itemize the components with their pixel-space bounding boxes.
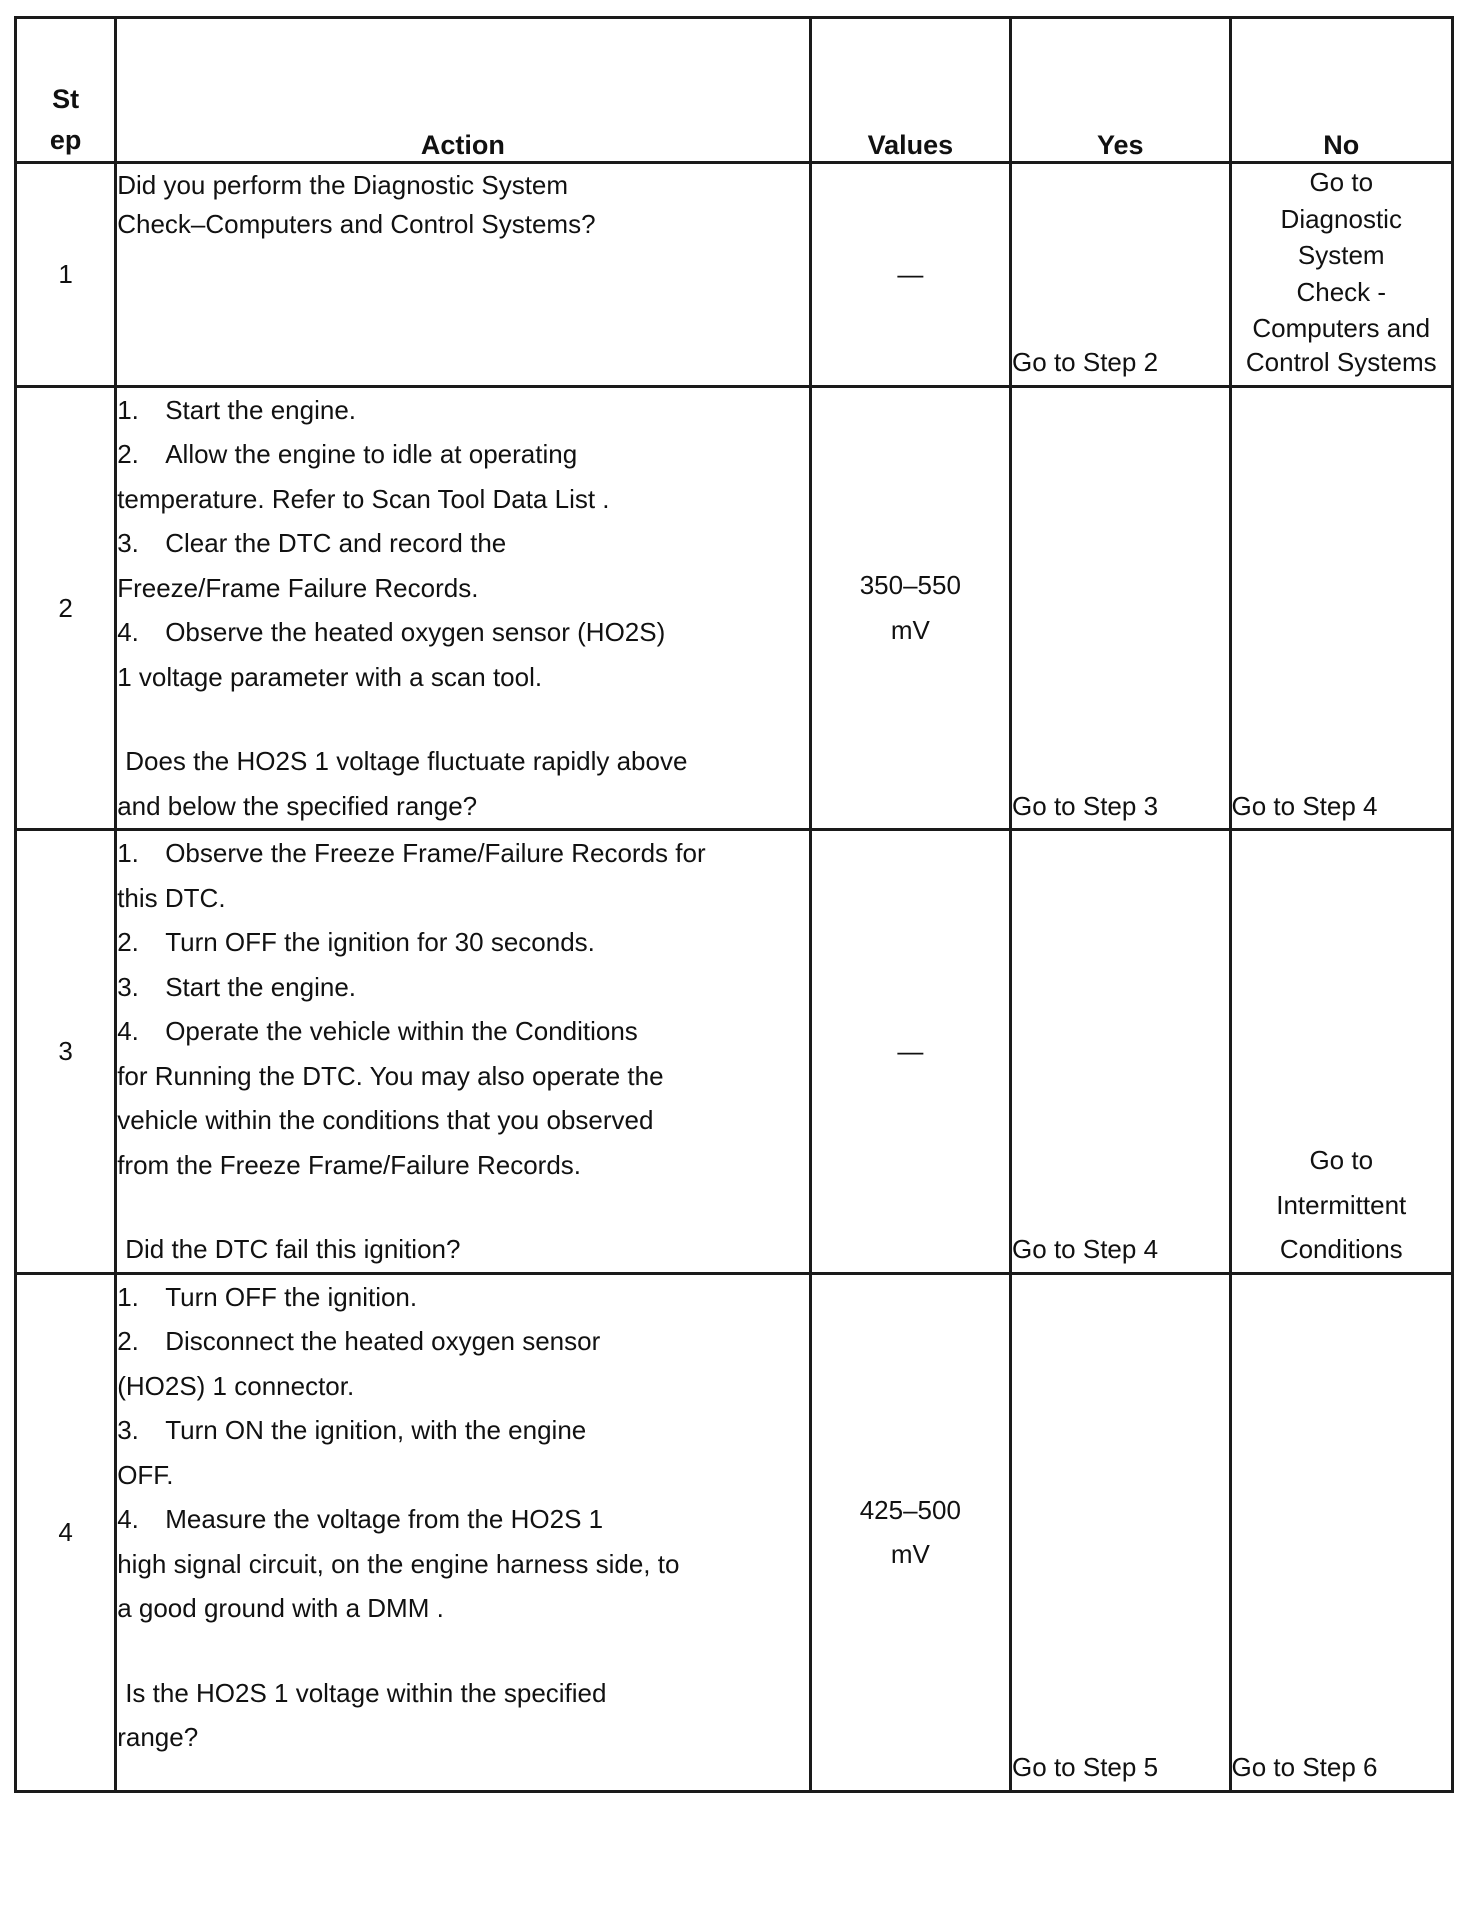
action-line: [117, 521, 808, 566]
no-line: Go to: [1309, 1145, 1374, 1175]
action-line: [117, 831, 808, 876]
value-text: —: [897, 1036, 924, 1066]
item-text: Start the engine.: [165, 971, 357, 1002]
item-number: 3.: [117, 528, 139, 558]
item-number: 1.: [117, 1281, 139, 1312]
item-number: 4.: [117, 617, 139, 647]
action-line: [117, 1319, 808, 1364]
no-line: Computers and: [1252, 313, 1431, 343]
action-line: from the Freeze Frame/Failure Records.: [117, 1149, 582, 1180]
table-row: [16, 1273, 1453, 1791]
table-row: [16, 830, 1453, 1274]
no-line: Diagnostic: [1280, 203, 1402, 234]
table-row: [16, 386, 1453, 830]
question-line: Did the DTC fail this ignition?: [125, 1234, 461, 1264]
action-line: [117, 610, 808, 655]
step-number: 3: [16, 830, 116, 1274]
item-text: Operate the vehicle within the Conditions: [165, 1016, 638, 1046]
item-number: 4.: [117, 1504, 139, 1534]
header-step: [16, 18, 116, 163]
header-row: [16, 18, 1453, 163]
item-text: Turn OFF the ignition.: [165, 1281, 418, 1312]
question-line: range?: [117, 1722, 199, 1752]
no-line: Go to Step 4: [1231, 790, 1378, 821]
action-line: [117, 1408, 808, 1453]
no-cell: [1230, 830, 1453, 1274]
action-cell: [116, 386, 810, 830]
item-text: Turn ON the ignition, with the engine: [165, 1415, 587, 1445]
action-line: for Running the DTC. You may also operate the: [117, 1060, 664, 1091]
action-line: vehicle within the conditions that you observed: [117, 1105, 654, 1135]
action-line: a good ground with a DMM .: [117, 1593, 444, 1623]
action-line: Did you perform the Diagnostic System: [117, 170, 569, 200]
item-number: 4.: [117, 1016, 139, 1046]
no-line: Go to: [1309, 167, 1374, 197]
header-action: Action: [116, 18, 810, 163]
values-cell: [810, 830, 1010, 1274]
item-text: Observe the Freeze Frame/Failure Records for: [165, 838, 706, 868]
action-line: (HO2S) 1 connector.: [117, 1370, 355, 1401]
value-text: 425–500: [859, 1494, 961, 1525]
action-line: [117, 388, 808, 433]
action-line: [117, 1275, 808, 1320]
no-line: Intermittent: [1276, 1189, 1407, 1220]
action-cell: [116, 1273, 810, 1791]
item-number: 3.: [117, 971, 139, 1002]
no-line: Control Systems: [1245, 346, 1437, 377]
header-step-line-1: St: [52, 84, 80, 114]
value-unit: mV: [890, 1539, 930, 1569]
header-step-line-2: ep: [49, 125, 82, 155]
action-line: temperature. Refer to Scan Tool Data List .: [117, 483, 610, 514]
action-line: [117, 920, 808, 965]
action-line: Freeze/Frame Failure Records.: [117, 572, 479, 603]
item-number: 1.: [117, 394, 139, 425]
action-cell: [116, 163, 810, 387]
action-cell: [116, 830, 810, 1274]
no-line: Conditions: [1279, 1234, 1403, 1264]
diagnostic-table: [14, 16, 1454, 1793]
action-line: [117, 965, 808, 1010]
yes-cell: Go to Step 3: [1011, 386, 1230, 830]
item-number: 2.: [117, 439, 139, 469]
item-text: Observe the heated oxygen sensor (HO2S): [165, 617, 666, 647]
question-line: Is the HO2S 1 voltage within the specified: [125, 1677, 607, 1708]
yes-cell: Go to Step 5: [1011, 1273, 1230, 1791]
action-line: high signal circuit, on the engine harness side, to: [117, 1548, 680, 1579]
no-line: Go to Step 6: [1231, 1752, 1378, 1782]
values-cell: [810, 386, 1010, 830]
action-line: [117, 432, 808, 477]
values-cell: [810, 163, 1010, 387]
value-text: 350–550: [859, 570, 961, 601]
item-text: Measure the voltage from the HO2S 1: [165, 1504, 604, 1534]
item-text: Allow the engine to idle at operating: [165, 439, 578, 469]
item-number: 1.: [117, 838, 139, 868]
item-text: Turn OFF the ignition for 30 seconds.: [165, 927, 595, 957]
values-cell: [810, 1273, 1010, 1791]
action-line: 1 voltage parameter with a scan tool.: [117, 661, 543, 692]
no-cell: [1230, 163, 1453, 387]
table-row: [16, 163, 1453, 387]
action-line: [117, 1497, 808, 1542]
action-line: Check–Computers and Control Systems?: [117, 209, 596, 239]
item-number: 2.: [117, 927, 139, 957]
header-yes: Yes: [1011, 18, 1230, 163]
value-unit: mV: [890, 614, 930, 645]
yes-cell: Go to Step 4: [1011, 830, 1230, 1274]
header-no: No: [1230, 18, 1453, 163]
item-number: 3.: [117, 1415, 139, 1445]
table-header: [16, 18, 1453, 163]
action-line: this DTC.: [117, 882, 226, 913]
no-line: System: [1297, 240, 1385, 270]
yes-cell: Go to Step 2: [1011, 163, 1230, 387]
header-values: Values: [810, 18, 1010, 163]
no-line: Check -: [1296, 276, 1387, 307]
action-line: [117, 1009, 808, 1054]
item-number: 2.: [117, 1326, 139, 1356]
item-text: Start the engine.: [165, 394, 357, 425]
step-number: 2: [16, 386, 116, 830]
step-number: 1: [16, 163, 116, 387]
value-text: —: [897, 259, 924, 289]
step-number: 4: [16, 1273, 116, 1791]
table-body: [16, 163, 1453, 1792]
question-line: and below the specified range?: [117, 790, 478, 821]
no-cell: [1230, 1273, 1453, 1791]
no-cell: [1230, 386, 1453, 830]
question-line: Does the HO2S 1 voltage fluctuate rapidly above: [125, 746, 688, 776]
item-text: Clear the DTC and record the: [165, 528, 507, 558]
item-text: Disconnect the heated oxygen sensor: [165, 1326, 601, 1356]
action-line: OFF.: [117, 1459, 174, 1490]
